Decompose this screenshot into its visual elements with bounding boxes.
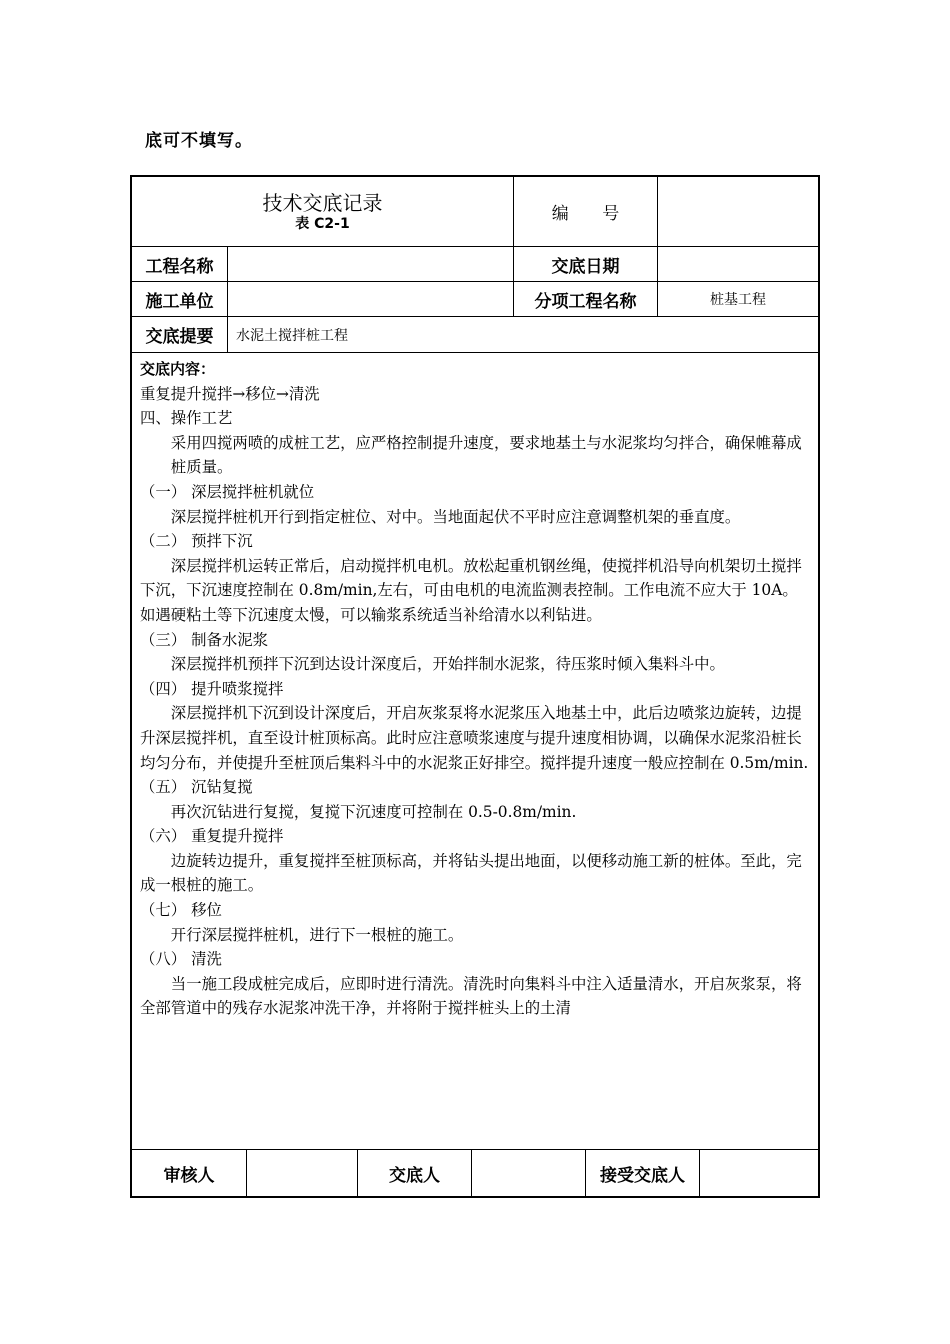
step-text: 再次沉钻进行复搅，复搅下沉速度可控制在 0.5-0.8m/min. (170, 802, 577, 821)
step-text: 开行深层搅拌桩机，进行下一根桩的施工。 (170, 925, 464, 944)
number-value[interactable] (658, 177, 818, 247)
form-title-cell (132, 177, 514, 247)
process-flow: 重复提升搅拌→移位→清洗 (140, 384, 320, 403)
step-heading: （五） 沉钻复搅 (140, 778, 253, 797)
subproject-value[interactable]: 桩基工程 (658, 282, 818, 317)
step-text: 当一施工段成桩完成后，应即时进行清洗。清洗时向集料斗中注入适量清水，开启灰浆泵，将全部管道中的残存水泥浆冲洗干净，并将附于搅拌桩头上的土清 (140, 974, 802, 1018)
contractor-value[interactable] (228, 282, 514, 317)
section-heading: 四、操作工艺 (140, 409, 233, 428)
step-heading: （三） 制备水泥浆 (140, 630, 269, 649)
content-heading: 交底内容： (140, 360, 216, 378)
summary-value[interactable]: 水泥土搅拌桩工程 (228, 317, 818, 353)
step-text: 深层搅拌机运转正常后，启动搅拌机电机。放松起重机钢丝绳，使搅拌机沿导向机架切土搅拌下沉，下沉速度控制在 0.8m/min,左右，可由电机的电流监测表控制。工作电流不应大于 10A。如遇硬粘土等下沉速度太慢，可以输浆系统适当补给清水以利钻进。 (140, 556, 802, 624)
project-name-label: 工程名称 (132, 247, 228, 282)
step-text: 边旋转边提升，重复搅拌至桩顶标高，并将钻头提出地面，以便移动施工新的桩体。至此，完成一根桩的施工。 (140, 851, 802, 895)
reviewer-value[interactable] (247, 1150, 358, 1196)
date-value[interactable] (658, 247, 818, 282)
step-heading: （七） 移位 (140, 901, 222, 920)
project-name-value[interactable] (228, 247, 514, 282)
step-heading: （八） 清洗 (140, 950, 222, 969)
technical-disclosure-form (130, 175, 820, 1198)
step-text: 深层搅拌桩机开行到指定桩位、对中。当地面起伏不平时应注意调整机架的垂直度。 (170, 507, 741, 526)
discloser-value[interactable] (472, 1150, 586, 1196)
step-text: 深层搅拌机下沉到设计深度后，开启灰浆泵将水泥浆压入地基土中，此后边喷浆边旋转，边提升深层搅拌机，直至设计桩顶标高。此时应注意喷浆速度与提升速度相协调，以确保水泥浆沿桩长均匀分布，并使提升至桩顶后集料斗中的水泥浆正好排空。搅拌提升速度一般应控制在 0.5m/min. (140, 704, 809, 772)
form-subtitle: 表 C2-1 (295, 215, 350, 232)
date-label: 交底日期 (514, 247, 658, 282)
form-title: 技术交底记录 (262, 190, 383, 215)
step-heading: （二） 预拌下沉 (140, 532, 253, 551)
receiver-value[interactable] (700, 1150, 818, 1196)
discloser-label: 交底人 (358, 1150, 472, 1196)
reviewer-label: 审核人 (132, 1150, 247, 1196)
intro-paragraph: 采用四搅两喷的成桩工艺，应严格控制提升速度，要求地基土与水泥浆均匀拌合，确保帷幕成桩质量。 (170, 433, 802, 477)
contractor-label: 施工单位 (132, 282, 228, 317)
number-label: 编 号 (514, 177, 658, 247)
step-heading: （一） 深层搅拌桩机就位 (140, 482, 315, 501)
step-text: 深层搅拌机预拌下沉到达设计深度后，开始拌制水泥浆，待压浆时倾入集料斗中。 (170, 655, 725, 674)
step-heading: （四） 提升喷浆搅拌 (140, 679, 284, 698)
summary-label: 交底提要 (132, 317, 228, 353)
receiver-label: 接受交底人 (586, 1150, 700, 1196)
top-note: 底可不填写。 (145, 131, 253, 151)
disclosure-content (132, 353, 818, 1150)
subproject-label: 分项工程名称 (514, 282, 658, 317)
step-heading: （六） 重复提升搅拌 (140, 827, 284, 846)
